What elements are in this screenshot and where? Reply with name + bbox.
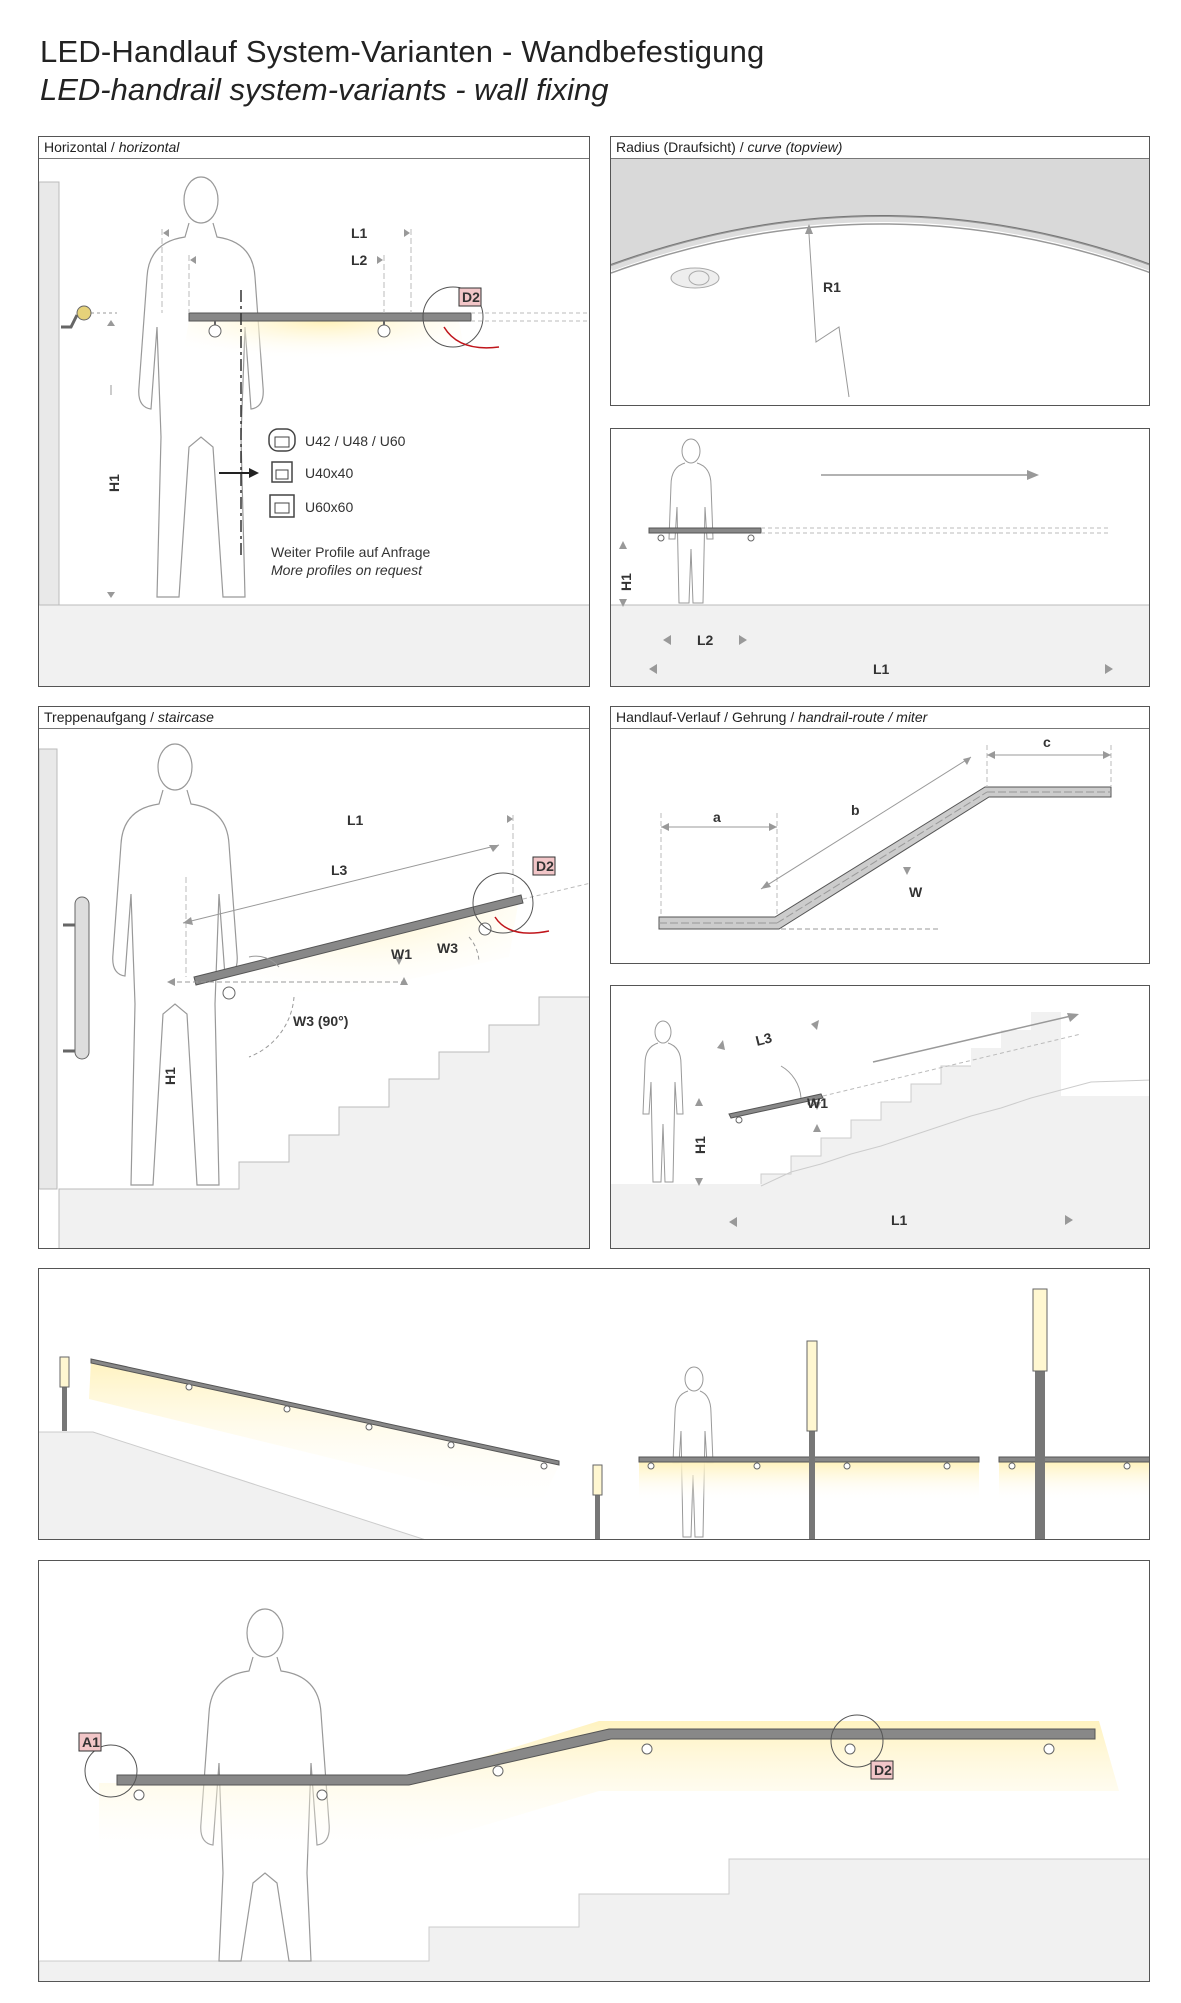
label-l3: L3: [753, 1029, 774, 1049]
profile-square-large-icon: [270, 495, 294, 517]
panel-miter: [610, 706, 1150, 964]
label-h1: H1: [618, 573, 634, 591]
person-silhouette: [669, 439, 713, 603]
label-l1: L1: [351, 225, 368, 241]
label-w3-90: W3 (90°): [293, 1013, 349, 1029]
tag-d2: D2: [536, 858, 554, 874]
horizontal-long-diagram: [611, 429, 1150, 687]
label-r1: R1: [823, 279, 841, 295]
label-l1: L1: [873, 661, 890, 677]
panel-radius: [610, 136, 1150, 406]
panel-horizontal: [38, 136, 590, 687]
person-silhouette: [113, 744, 238, 1185]
label-l2: L2: [351, 252, 368, 268]
person-silhouette: [673, 1367, 713, 1537]
wall-bracket-icon: [61, 306, 91, 327]
tag-d2: D2: [874, 1762, 892, 1778]
handrail: [189, 313, 471, 321]
horizontal-diagram: [39, 137, 590, 687]
profile-item-1: U42 / U48 / U60: [305, 433, 406, 449]
tag-d2: D2: [462, 289, 480, 305]
label-w1: W1: [807, 1095, 828, 1111]
panel-title: Treppenaufgang / staircase: [39, 707, 589, 729]
label-c: c: [1043, 734, 1051, 750]
panel-title: Handlauf-Verlauf / Gehrung / handrail-route / miter: [611, 707, 1149, 729]
panel-title: Radius (Draufsicht) / curve (topview): [611, 137, 1149, 159]
label-l1: L1: [347, 812, 364, 828]
label-l3: L3: [331, 862, 348, 878]
label-w: W: [909, 884, 923, 900]
radius-diagram: [611, 137, 1150, 406]
staircase-small-diagram: [611, 986, 1150, 1249]
miter-diagram: [611, 707, 1150, 964]
profiles-more-en: More profiles on request: [271, 562, 422, 578]
panel-horizontal-long: [610, 428, 1150, 687]
panel-staircase: [38, 706, 590, 1249]
label-h1: H1: [162, 1067, 178, 1085]
page-title-en: LED-handrail system-variants - wall fixing: [40, 72, 609, 107]
page-title-de: LED-Handlauf System-Varianten - Wandbefestigung: [40, 34, 765, 69]
person-silhouette: [139, 177, 264, 597]
tag-a1: A1: [82, 1734, 100, 1750]
label-b: b: [851, 802, 860, 818]
label-w3: W3: [437, 940, 458, 956]
label-l1: L1: [891, 1212, 908, 1228]
continuous-diagram: [39, 1561, 1150, 1982]
label-h1: H1: [106, 474, 122, 492]
person-silhouette: [643, 1021, 683, 1182]
panel-staircase-small: [610, 985, 1150, 1249]
profile-round-icon: [269, 429, 295, 451]
label-h1: H1: [692, 1136, 708, 1154]
label-w1: W1: [391, 946, 412, 962]
wall: [39, 182, 59, 605]
profile-item-3: U60x60: [305, 499, 354, 515]
label-a: a: [713, 809, 721, 825]
profile-item-2: U40x40: [305, 465, 354, 481]
staircase-diagram: [39, 707, 590, 1249]
panel-posts: [38, 1268, 1150, 1540]
profile-square-small-icon: [272, 462, 292, 482]
panel-continuous: [38, 1560, 1150, 1982]
label-l2: L2: [697, 632, 714, 648]
posts-diagram: [39, 1269, 1150, 1540]
floor: [39, 605, 590, 687]
profiles-more-de: Weiter Profile auf Anfrage: [271, 544, 431, 560]
panel-title: Horizontal / horizontal: [39, 137, 589, 159]
